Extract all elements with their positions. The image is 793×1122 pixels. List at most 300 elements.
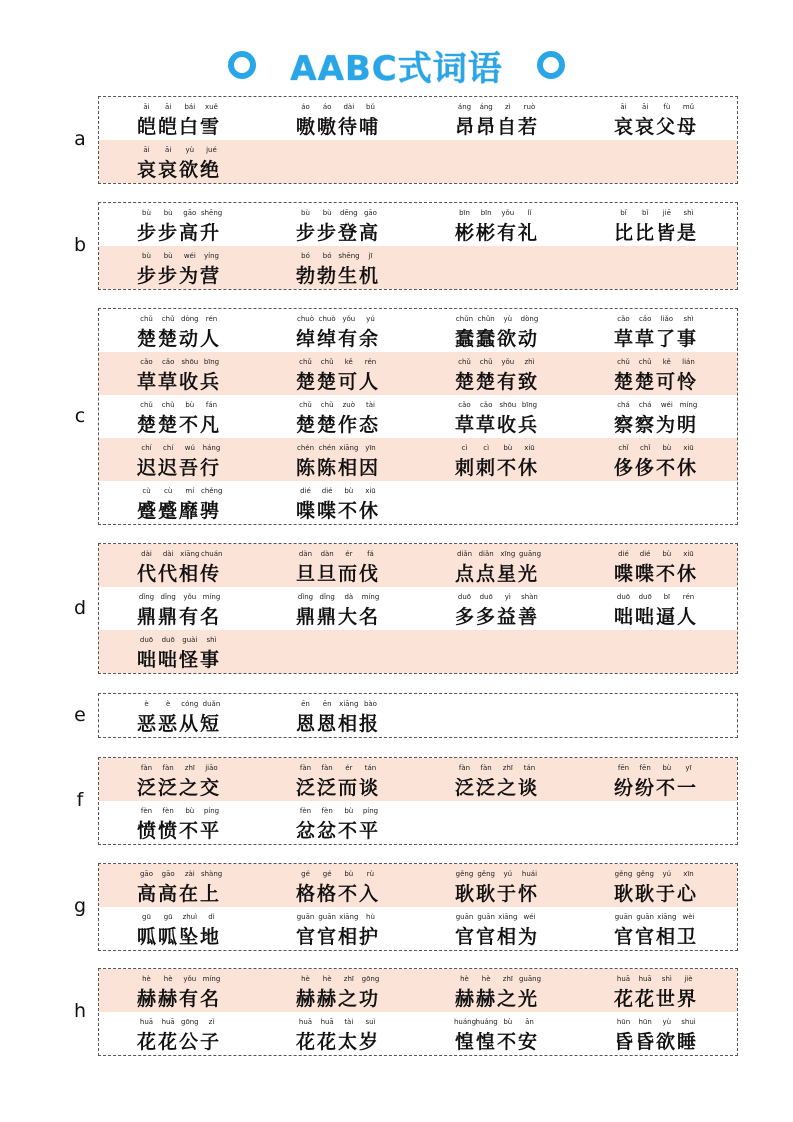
pinyin-syllable: fán xyxy=(205,401,218,409)
word-row xyxy=(99,352,737,395)
pinyin-syllable: chǔn xyxy=(477,315,495,323)
pinyin-syllable: mí xyxy=(185,487,195,495)
idiom-text: 楚楚可人 xyxy=(296,371,381,393)
pinyin-line xyxy=(454,315,540,323)
pinyin-syllable: ān xyxy=(525,1018,534,1026)
pinyin-syllable: zhī xyxy=(502,764,513,772)
pinyin-line xyxy=(136,807,222,815)
pinyin-syllable: xīng xyxy=(500,550,516,558)
pinyin-line xyxy=(295,913,381,921)
pinyin-syllable: dié xyxy=(321,487,333,495)
idiom-text: 鼎鼎大名 xyxy=(296,606,381,628)
word-entry xyxy=(99,759,258,801)
pinyin-syllable: fù xyxy=(663,103,671,111)
pinyin-syllable: chěng xyxy=(200,487,223,495)
pinyin-syllable: míng xyxy=(202,593,221,601)
idiom-text: 耿耿于怀 xyxy=(455,883,540,905)
idiom-text: 惶惶不安 xyxy=(455,1031,540,1053)
pinyin-syllable: huā xyxy=(616,975,631,983)
pinyin-line xyxy=(454,764,540,772)
pinyin-syllable: hè xyxy=(481,975,491,983)
pinyin-syllable: huáng xyxy=(454,1018,477,1026)
pinyin-syllable: chǔ xyxy=(638,358,652,366)
pinyin-line xyxy=(454,550,540,558)
pinyin-syllable: zì xyxy=(505,103,511,111)
pinyin-syllable: yǒu xyxy=(501,209,515,217)
pinyin-syllable: jī xyxy=(368,252,373,260)
idiom-text: 楚楚可怜 xyxy=(614,371,699,393)
word-entry xyxy=(258,353,417,395)
pinyin-syllable: duō xyxy=(479,593,493,601)
word-entry xyxy=(576,759,735,801)
idiom-text: 赫赫之功 xyxy=(296,988,381,1010)
pinyin-syllable: āi xyxy=(165,103,172,111)
pinyin-line xyxy=(295,315,381,323)
word-entry xyxy=(576,310,735,352)
pinyin-line xyxy=(136,636,222,644)
pinyin-syllable: bù xyxy=(662,444,672,452)
pinyin-syllable: cǎo xyxy=(617,315,630,323)
idiom-text: 楚楚作态 xyxy=(296,414,381,436)
pinyin-line xyxy=(454,358,540,366)
pinyin-line xyxy=(295,252,381,260)
pinyin-syllable: zhī xyxy=(184,764,195,772)
pinyin-line xyxy=(454,209,540,217)
word-entry xyxy=(576,204,735,246)
pinyin-syllable: bái xyxy=(184,103,196,111)
idiom-text: 花花太岁 xyxy=(296,1031,381,1053)
pinyin-syllable: chǔ xyxy=(299,358,312,366)
pinyin-syllable: shōu xyxy=(499,401,517,409)
pinyin-syllable: wéi xyxy=(523,913,536,921)
word-row xyxy=(99,630,737,673)
pinyin-syllable: fàn xyxy=(321,764,333,772)
pinyin-syllable: xuě xyxy=(205,103,218,111)
pinyin-line xyxy=(454,593,540,601)
pinyin-syllable: áo xyxy=(301,103,310,111)
pinyin-syllable: cì xyxy=(461,444,468,452)
pinyin-syllable: gōng xyxy=(361,975,380,983)
pinyin-line xyxy=(136,209,222,217)
pinyin-syllable: yù xyxy=(503,315,513,323)
pinyin-syllable: bīng xyxy=(521,401,538,409)
pinyin-line xyxy=(454,913,540,921)
pinyin-syllable: yíng xyxy=(203,252,219,260)
idiom-text: 赫赫之光 xyxy=(455,988,540,1010)
idiom-text: 喋喋不休 xyxy=(296,500,381,522)
pinyin-syllable: guān xyxy=(636,913,654,921)
pinyin-syllable: mǔ xyxy=(682,103,695,111)
word-entry xyxy=(99,865,258,907)
pinyin-syllable: fàn xyxy=(299,764,312,772)
word-entry xyxy=(99,98,258,140)
pinyin-syllable: cù xyxy=(164,487,173,495)
pinyin-syllable: rén xyxy=(682,593,695,601)
word-entry xyxy=(99,802,258,844)
word-entry xyxy=(417,588,576,630)
word-entry xyxy=(258,802,417,844)
pinyin-syllable: dǐng xyxy=(138,593,155,601)
idiom-text: 楚楚不凡 xyxy=(137,414,222,436)
pinyin-syllable: bào xyxy=(363,700,377,708)
pinyin-syllable: guài xyxy=(182,636,198,644)
group-letter: d xyxy=(73,596,87,619)
word-group-g xyxy=(98,863,738,951)
pinyin-syllable: chǔ xyxy=(479,358,493,366)
pinyin-line xyxy=(295,487,381,495)
pinyin-syllable: āi xyxy=(165,146,172,154)
pinyin-syllable: bù xyxy=(185,807,195,815)
word-entry xyxy=(417,396,576,438)
pinyin-syllable: guāng xyxy=(518,975,542,983)
pinyin-syllable: bù xyxy=(344,870,354,878)
pinyin-syllable: cǎo xyxy=(140,358,153,366)
idiom-text: 忿忿不平 xyxy=(296,820,381,842)
pinyin-line xyxy=(454,401,540,409)
word-entry xyxy=(576,1013,735,1055)
pinyin-syllable: cǎo xyxy=(458,401,471,409)
pinyin-syllable: bù xyxy=(503,444,513,452)
pinyin-syllable: chǔ xyxy=(140,401,153,409)
pinyin-syllable: ēn xyxy=(322,700,332,708)
pinyin-syllable: huā xyxy=(161,1018,175,1026)
idiom-text: 旦旦而伐 xyxy=(296,563,381,585)
pinyin-syllable: kě xyxy=(662,358,671,366)
pinyin-syllable: kě xyxy=(344,358,353,366)
word-entry xyxy=(417,439,576,481)
pinyin-syllable: bīn xyxy=(459,209,470,217)
pinyin-syllable: jiāo xyxy=(205,764,218,772)
idiom-text: 纷纷不一 xyxy=(614,777,699,799)
word-entry xyxy=(99,141,258,183)
word-entry xyxy=(258,482,417,524)
pinyin-syllable: rù xyxy=(366,870,375,878)
pinyin-syllable: xiāng xyxy=(498,913,518,921)
word-entry xyxy=(417,865,576,907)
word-group-a xyxy=(98,96,738,184)
word-entry xyxy=(576,970,735,1012)
group-letter: g xyxy=(73,895,87,917)
word-entry xyxy=(99,588,258,630)
pinyin-syllable: hūn xyxy=(638,1018,652,1026)
pinyin-syllable: bù xyxy=(503,1018,513,1026)
pinyin-line xyxy=(136,444,222,452)
pinyin-syllable: gé xyxy=(301,870,310,878)
pinyin-line xyxy=(613,764,699,772)
pinyin-line xyxy=(613,209,699,217)
group-letter: b xyxy=(73,234,87,256)
word-entry xyxy=(417,970,576,1012)
pinyin-syllable: ér xyxy=(345,550,353,558)
idiom-text: 官官相卫 xyxy=(614,926,699,948)
pinyin-syllable: gōng xyxy=(181,1018,199,1026)
idiom-text: 嗷嗷待哺 xyxy=(296,116,381,138)
word-row xyxy=(99,1012,737,1055)
pinyin-syllable: bù xyxy=(163,209,173,217)
group-letter: h xyxy=(73,1000,87,1022)
pinyin-syllable: cù xyxy=(142,487,151,495)
pinyin-syllable: è xyxy=(166,700,171,708)
pinyin-syllable: chén xyxy=(296,444,315,452)
pinyin-line xyxy=(136,358,222,366)
pinyin-syllable: guān xyxy=(318,913,336,921)
group-letter: f xyxy=(76,789,84,811)
pinyin-syllable: yú xyxy=(662,870,672,878)
word-entry xyxy=(99,695,258,737)
pinyin-syllable: xiāng xyxy=(339,444,359,452)
pinyin-syllable: chí xyxy=(141,444,152,452)
pinyin-syllable: guān xyxy=(455,913,474,921)
pinyin-syllable: bīn xyxy=(480,209,492,217)
group-letter: e xyxy=(74,703,86,726)
word-entry xyxy=(258,588,417,630)
word-entry xyxy=(99,545,258,587)
word-row xyxy=(99,801,737,844)
pinyin-syllable: dié xyxy=(618,550,629,558)
pinyin-syllable: yù xyxy=(662,1018,672,1026)
idiom-text: 愤愤不平 xyxy=(137,820,222,842)
word-row xyxy=(99,694,737,737)
pinyin-line xyxy=(295,444,381,452)
pinyin-line xyxy=(136,870,222,878)
pinyin-syllable: cǎo xyxy=(638,315,652,323)
pinyin-syllable: liǎo xyxy=(660,315,674,323)
pinyin-line xyxy=(454,1018,540,1026)
pinyin-syllable: guān xyxy=(477,913,495,921)
pinyin-syllable: bù xyxy=(662,550,672,558)
word-entry xyxy=(258,545,417,587)
pinyin-syllable: yīn xyxy=(365,444,376,452)
pinyin-syllable: chǔ xyxy=(320,358,334,366)
word-entry xyxy=(99,247,258,289)
pinyin-line xyxy=(295,764,381,772)
pinyin-line xyxy=(295,209,381,217)
pinyin-line xyxy=(613,401,699,409)
pinyin-line xyxy=(295,550,381,558)
pinyin-line xyxy=(295,401,381,409)
pinyin-syllable: fàn xyxy=(458,764,471,772)
idiom-text: 鼎鼎有名 xyxy=(137,606,222,628)
idiom-text: 彬彬有礼 xyxy=(455,222,540,244)
pinyin-syllable: chǐ xyxy=(618,444,629,452)
pinyin-syllable: xīn xyxy=(683,870,694,878)
pinyin-syllable: guāng xyxy=(518,550,542,558)
pinyin-syllable: fàn xyxy=(162,764,174,772)
pinyin-syllable: xiū xyxy=(683,550,694,558)
word-group-b xyxy=(98,202,738,290)
pinyin-line xyxy=(454,103,540,111)
word-entry xyxy=(99,908,258,950)
pinyin-syllable: hè xyxy=(322,975,332,983)
pinyin-syllable: huái xyxy=(521,870,538,878)
pinyin-syllable: dà xyxy=(344,593,354,601)
pinyin-syllable: bǔ xyxy=(366,103,375,111)
pinyin-line xyxy=(454,444,540,452)
word-entry xyxy=(99,482,258,524)
pinyin-syllable: yǒu xyxy=(183,975,197,983)
pinyin-line xyxy=(136,700,222,708)
pinyin-line xyxy=(295,593,381,601)
idiom-text: 皑皑白雪 xyxy=(137,116,222,138)
pinyin-syllable: āi xyxy=(620,103,627,111)
word-row xyxy=(99,969,737,1012)
pinyin-syllable: hè xyxy=(460,975,469,983)
pinyin-syllable: gū xyxy=(142,913,151,921)
word-row xyxy=(99,395,737,438)
pinyin-syllable: jiè xyxy=(684,975,693,983)
pinyin-line xyxy=(613,358,699,366)
word-entry xyxy=(258,98,417,140)
pinyin-syllable: bù xyxy=(142,252,151,260)
pinyin-syllable: huā xyxy=(139,1018,154,1026)
idiom-text: 赫赫有名 xyxy=(137,988,222,1010)
pinyin-syllable: zhuì xyxy=(182,913,198,921)
idiom-text: 泛泛之谈 xyxy=(455,777,540,799)
pinyin-syllable: dǐng xyxy=(297,593,314,601)
circle-icon-right xyxy=(537,51,565,79)
page-title: AABC式词语 xyxy=(290,48,503,89)
pinyin-syllable: míng xyxy=(361,593,380,601)
pinyin-syllable: chǔ xyxy=(617,358,630,366)
pinyin-syllable: jué xyxy=(206,146,217,154)
idiom-text: 官官相护 xyxy=(296,926,381,948)
pinyin-syllable: xiāng xyxy=(657,913,677,921)
pinyin-syllable: yì xyxy=(504,593,511,601)
pinyin-syllable: guān xyxy=(296,913,315,921)
pinyin-syllable: yǒu xyxy=(183,593,197,601)
pinyin-syllable: áng xyxy=(479,103,493,111)
pinyin-syllable: wéi xyxy=(660,401,673,409)
pinyin-syllable: míng xyxy=(202,975,221,983)
pinyin-syllable: ēn xyxy=(301,700,310,708)
pinyin-syllable: gāo xyxy=(363,209,377,217)
pinyin-syllable: bù xyxy=(142,209,151,217)
idiom-text: 恩恩相报 xyxy=(296,713,381,735)
idiom-text: 草草收兵 xyxy=(137,371,222,393)
pinyin-syllable: píng xyxy=(362,807,379,815)
pinyin-syllable: wèi xyxy=(682,913,695,921)
pinyin-syllable: wú xyxy=(184,444,195,452)
pinyin-syllable: duō xyxy=(457,593,472,601)
idiom-text: 咄咄逼人 xyxy=(614,606,699,628)
pinyin-syllable: chǔn xyxy=(455,315,474,323)
pinyin-line xyxy=(454,870,540,878)
group-letter: c xyxy=(74,404,86,427)
pinyin-syllable: chǔ xyxy=(320,401,334,409)
word-group-h xyxy=(98,968,738,1056)
pinyin-syllable: shì xyxy=(661,975,672,983)
idiom-text: 楚楚有致 xyxy=(455,371,540,393)
idiom-text: 昏昏欲睡 xyxy=(614,1031,699,1053)
pinyin-syllable: gěng xyxy=(477,870,495,878)
pinyin-syllable: bù xyxy=(662,764,672,772)
word-entry xyxy=(99,1013,258,1055)
word-entry xyxy=(576,588,735,630)
pinyin-syllable: suì xyxy=(365,1018,376,1026)
word-entry xyxy=(258,908,417,950)
pinyin-syllable: bī xyxy=(663,593,670,601)
pinyin-syllable: chá xyxy=(638,401,652,409)
pinyin-syllable: dài xyxy=(141,550,152,558)
pinyin-syllable: fēn xyxy=(617,764,630,772)
word-entry xyxy=(417,204,576,246)
idiom-text: 比比皆是 xyxy=(614,222,699,244)
pinyin-syllable: xiāng xyxy=(339,913,359,921)
pinyin-line xyxy=(136,764,222,772)
word-entry xyxy=(576,98,735,140)
pinyin-line xyxy=(136,1018,222,1026)
idiom-text: 耿耿于心 xyxy=(614,883,699,905)
pinyin-line xyxy=(136,252,222,260)
pinyin-syllable: shàng xyxy=(200,870,223,878)
pinyin-syllable: xiū xyxy=(365,487,376,495)
word-group-c xyxy=(98,308,738,525)
idiom-text: 泛泛之交 xyxy=(137,777,222,799)
word-entry xyxy=(258,1013,417,1055)
pinyin-syllable: fèn xyxy=(140,807,153,815)
pinyin-syllable: chǔ xyxy=(161,315,175,323)
pinyin-syllable: gāo xyxy=(183,209,197,217)
pinyin-syllable: shàn xyxy=(521,593,538,601)
pinyin-syllable: shì xyxy=(683,315,694,323)
idiom-text: 步步登高 xyxy=(296,222,381,244)
pinyin-syllable: āi xyxy=(642,103,649,111)
pinyin-syllable: áo xyxy=(322,103,332,111)
pinyin-line xyxy=(295,1018,381,1026)
pinyin-syllable: xiū xyxy=(524,444,535,452)
pinyin-syllable: bó xyxy=(322,252,332,260)
pinyin-line xyxy=(136,550,222,558)
pinyin-syllable: zài xyxy=(184,870,195,878)
pinyin-syllable: duō xyxy=(638,593,652,601)
idiom-text: 花花世界 xyxy=(614,988,699,1010)
idiom-text: 楚楚动人 xyxy=(137,328,222,350)
pinyin-syllable: bó xyxy=(301,252,310,260)
pinyin-syllable: dòng xyxy=(181,315,199,323)
idiom-text: 蹙蹙靡骋 xyxy=(137,500,222,522)
pinyin-line xyxy=(613,315,699,323)
pinyin-syllable: gāo xyxy=(139,870,153,878)
pinyin-syllable: ruò xyxy=(523,103,536,111)
pinyin-line xyxy=(613,593,699,601)
pinyin-syllable: yǒu xyxy=(501,358,515,366)
pinyin-line xyxy=(613,550,699,558)
idiom-text: 点点星光 xyxy=(455,563,540,585)
idiom-text: 迟迟吾行 xyxy=(137,457,222,479)
idiom-text: 昂昂自若 xyxy=(455,116,540,138)
idiom-text: 草草了事 xyxy=(614,328,699,350)
pinyin-syllable: shēng xyxy=(338,252,360,260)
pinyin-syllable: wéi xyxy=(183,252,196,260)
pinyin-syllable: chuò xyxy=(296,315,314,323)
pinyin-syllable: chí xyxy=(163,444,174,452)
pinyin-syllable: gū xyxy=(163,913,173,921)
word-entry xyxy=(258,759,417,801)
pinyin-line xyxy=(613,1018,699,1026)
word-entry xyxy=(417,353,576,395)
pinyin-syllable: hūn xyxy=(616,1018,631,1026)
word-entry xyxy=(576,865,735,907)
pinyin-syllable: huā xyxy=(638,975,652,983)
pinyin-syllable: shēng xyxy=(200,209,223,217)
page-header xyxy=(0,40,793,90)
word-row xyxy=(99,97,737,140)
pinyin-line xyxy=(136,593,222,601)
pinyin-syllable: chén xyxy=(318,444,336,452)
word-row xyxy=(99,481,737,524)
idiom-text: 高高在上 xyxy=(137,883,222,905)
pinyin-syllable: fàn xyxy=(140,764,153,772)
